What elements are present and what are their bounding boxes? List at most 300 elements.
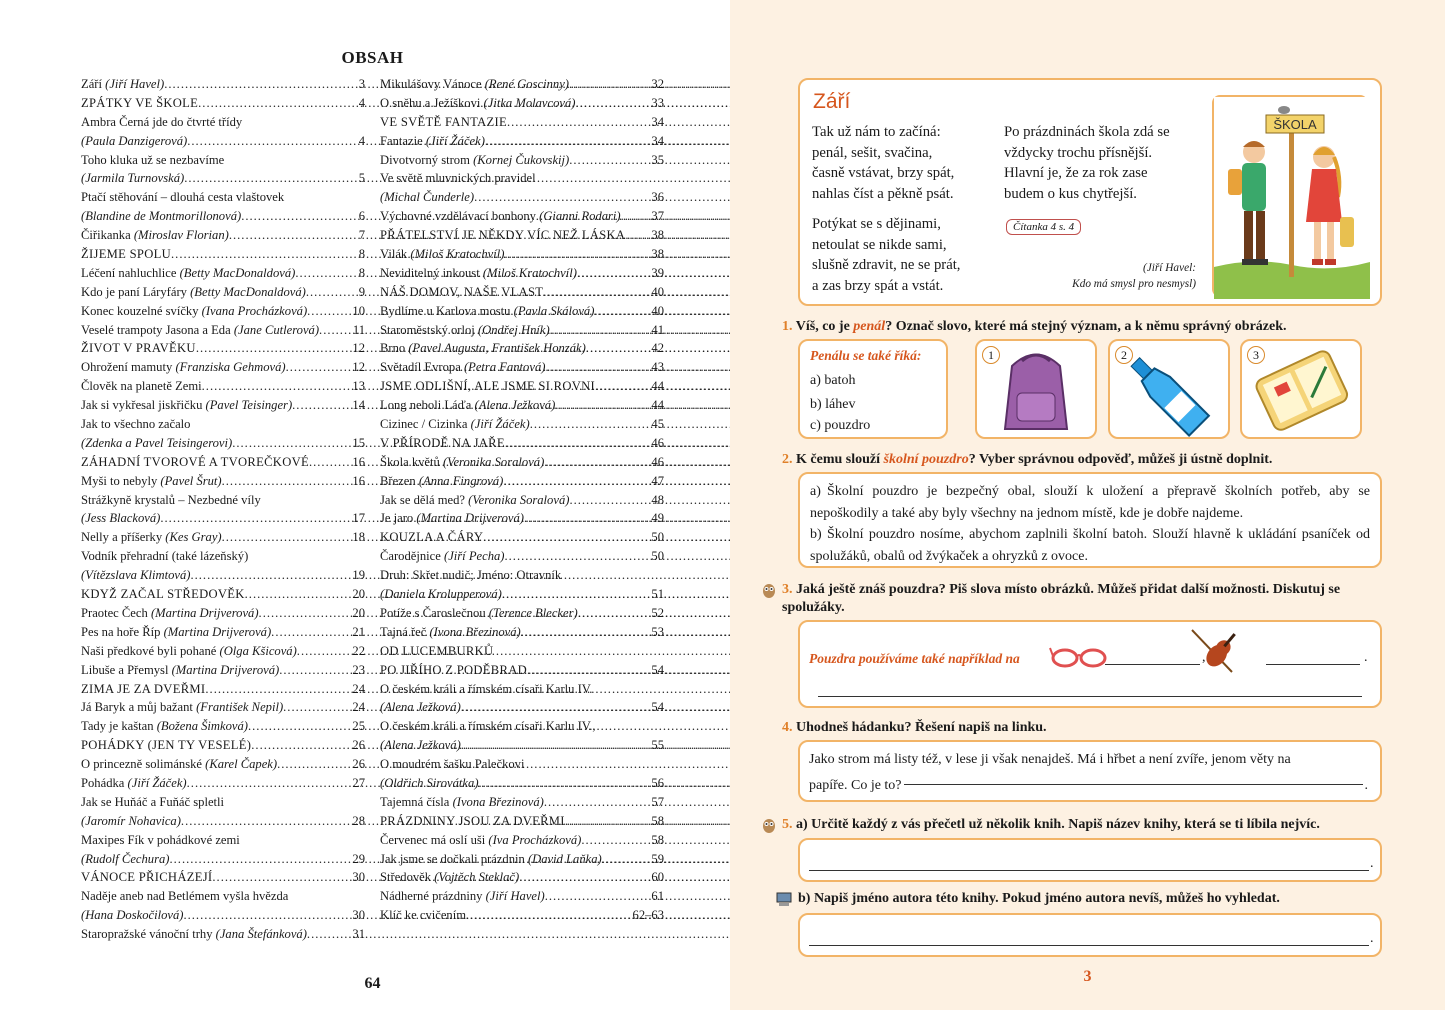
toc-title-text: O českém králi a římském císaři Karlu IV., <box>380 719 596 734</box>
toc-leader-dots <box>241 207 358 226</box>
toc-leader-dots <box>527 661 650 680</box>
question-text: b) Napiš jméno autora této knihy. Pokud jméno autora nevíš, můžeš ho vyhledat. <box>798 891 1280 906</box>
toc-entry-title <box>81 207 241 226</box>
toc-page-number: 48 <box>651 492 664 507</box>
toc-section-heading <box>380 113 664 132</box>
toc-entry-title <box>81 472 222 491</box>
toc-title-text: NÁŠ DOMOV, NAŠE VLAST <box>380 284 544 299</box>
toc-page-number: 31 <box>352 927 365 942</box>
toc-leader-dots <box>160 509 351 528</box>
toc-leader-dots <box>279 661 351 680</box>
toc-entry-title <box>380 661 527 680</box>
toc-entry-title <box>81 850 170 869</box>
picture-3-pencil-case[interactable] <box>1240 339 1362 439</box>
toc-entry <box>81 169 365 188</box>
option-b[interactable]: b) láhev <box>810 397 856 412</box>
toc-leader-dots <box>569 151 650 170</box>
toc-entry-title <box>81 887 288 906</box>
toc-entry <box>380 831 664 850</box>
toc-leader-dots <box>576 94 651 113</box>
q3-prompt: Pouzdra používáme také například na <box>809 651 1020 666</box>
toc-leader-dots <box>578 604 651 623</box>
toc-title-text: O moudrém šašku Palečkovi <box>380 757 525 772</box>
toc-title-text: Fantazie <box>380 133 426 148</box>
toc-entry-title <box>380 188 474 207</box>
toc-entry-title <box>380 793 544 812</box>
toc-title-text: Čiřikanka <box>81 228 134 243</box>
toc-page-number: 54 <box>651 662 664 677</box>
toc-entry-title <box>380 377 595 396</box>
toc-page-number: 15 <box>352 435 365 450</box>
toc-entry-title <box>81 528 222 547</box>
toc-title-text: O českém králi a římském císaři Karlu IV. <box>380 681 593 696</box>
toc-entry <box>380 321 664 340</box>
toc-page-number: 52 <box>651 605 664 620</box>
answer-key: b) <box>810 527 822 542</box>
toc-page-number: 50 <box>651 530 664 545</box>
toc-author: (Ivona Březinová) <box>452 794 544 809</box>
toc-entry <box>380 264 664 283</box>
toc-author: (Zdenka a Pavel Teisingerovi) <box>81 435 233 450</box>
answer-b[interactable] <box>810 524 1370 567</box>
toc-entry <box>81 415 365 434</box>
toc-leader-dots <box>519 868 650 887</box>
toc-entry-title <box>81 698 283 717</box>
option-c[interactable]: c) pouzdro <box>810 418 871 433</box>
toc-author: (Oldřich Sirovátka) <box>380 775 479 790</box>
toc-entry-title <box>380 868 519 887</box>
poem-stanza-3 <box>1004 122 1209 204</box>
toc-entry-title <box>380 491 569 510</box>
page-number-left: 64 <box>364 975 381 992</box>
intro-title: Září <box>813 90 851 113</box>
toc-entry <box>81 642 365 661</box>
toc-entry <box>380 302 664 321</box>
toc-page-number: 12 <box>352 341 365 356</box>
toc-author: (Martina Drijverová) <box>150 605 259 620</box>
toc-leader-dots <box>466 906 631 925</box>
toc-entry-title <box>81 434 232 453</box>
toc-page-number: 44 <box>651 398 664 413</box>
toc-title-text: ZPÁTKY VE ŠKOLE <box>81 95 199 110</box>
toc-entry <box>380 717 664 736</box>
toc-author: (Martina Drijverová) <box>171 662 280 677</box>
toc-author: (Betty MacDonaldová) <box>179 265 296 280</box>
toc-entry-title <box>380 509 524 528</box>
toc-entry-title <box>380 850 602 869</box>
toc-title-text: PŘÁTELSTVÍ JE NĚKDY VÍC NEŽ LÁSKA <box>380 228 626 243</box>
toc-page-number: 55 <box>651 738 664 753</box>
toc-section-heading <box>81 680 365 699</box>
toc-page-number: 38 <box>651 247 664 262</box>
toc-entry <box>81 302 365 321</box>
toc-author: (Jiří Havel) <box>105 77 165 91</box>
poem-line: a zas brzy spát a vstát. <box>812 277 944 294</box>
toc-title-text: Nelly a příšerky <box>81 530 166 545</box>
poem-credit <box>1072 260 1196 292</box>
toc-entry <box>380 774 664 793</box>
toc-title-text: VÁNOCE PŘICHÁZEJÍ <box>81 870 213 885</box>
question-number: 5. <box>782 817 793 832</box>
picture-1-backpack[interactable] <box>975 339 1097 439</box>
toc-page-number: 54 <box>651 700 664 715</box>
toc-leader-dots <box>544 793 651 812</box>
toc-entry-title <box>81 415 190 434</box>
toc-leader-dots <box>543 283 650 302</box>
toc-title-text: Klíč ke cvičením <box>380 908 467 923</box>
toc-page-number: 61 <box>651 889 664 904</box>
answer-line[interactable] <box>809 945 1369 946</box>
toc-title-text: Pes na hoře Říp <box>81 624 164 639</box>
toc-author: (Ivana Procházková) <box>201 303 308 318</box>
toc-page-number: 40 <box>651 284 664 299</box>
toc-entry <box>81 661 365 680</box>
toc-leader-dots <box>474 188 650 207</box>
toc-leader-dots <box>184 169 358 188</box>
highlight-word: školní pouzdro <box>883 452 969 467</box>
toc-title-text: Tady je kaštan <box>81 719 157 734</box>
toc-entry-title <box>81 94 198 113</box>
toc-entry-title <box>380 528 483 547</box>
toc-page-number: 44 <box>651 379 664 394</box>
toc-entry <box>81 264 365 283</box>
answer-text: Školní pouzdro nosíme, abychom zaplnili školní batoh. Slouží hlavně k ukládání psaníček od spolužáků, obalů od žvýkaček a ohryzků z ovoce. <box>810 527 1370 564</box>
toc-entry-title <box>81 245 171 264</box>
toc-title-text: Středověk <box>380 870 435 885</box>
toc-leader-dots <box>602 850 651 869</box>
violin-icon <box>1188 626 1248 676</box>
answer-line[interactable] <box>1266 664 1360 665</box>
toc-page-number: 27 <box>352 775 365 790</box>
poem-line: Po prázdninách škola zdá se <box>1004 124 1170 140</box>
toc-entry-title <box>81 585 245 604</box>
toc-leader-dots <box>164 75 357 94</box>
toc-leader-dots <box>504 245 650 264</box>
toc-title-text: Cizinec / Cizinka <box>380 417 471 432</box>
toc-entry <box>81 188 365 207</box>
toc-author: (René Goscinny) <box>484 77 569 91</box>
toc-entry-title <box>81 509 160 528</box>
toc-entry-title <box>81 793 224 812</box>
toc-author: (Rudolf Čechura) <box>81 851 170 866</box>
toc-entry <box>81 151 365 170</box>
comma: , <box>1202 650 1206 665</box>
toc-leader-dots <box>222 528 352 547</box>
toc-page-number: 38 <box>651 228 664 243</box>
toc-entry <box>380 472 664 491</box>
toc-leader-dots <box>307 302 351 321</box>
owl-icon <box>762 583 776 598</box>
poem-line: Tak už nám to začíná: <box>812 124 941 140</box>
picture-2-bottle[interactable] <box>1108 339 1230 439</box>
toc-leader-dots <box>292 396 351 415</box>
toc-leader-dots <box>196 339 352 358</box>
toc-entry-title <box>81 377 202 396</box>
toc-leader-dots <box>319 321 352 340</box>
toc-leader-dots <box>555 396 650 415</box>
toc-entry <box>81 75 365 94</box>
toc-page-number: 34 <box>651 133 664 148</box>
toc-page-number: 14 <box>352 398 365 413</box>
options-heading: Penálu se také říká: <box>810 348 922 363</box>
toc-leader-dots <box>283 698 351 717</box>
toc-entry-title <box>81 831 240 850</box>
toc-title-text: Čarodějnice <box>380 549 444 564</box>
toc-title-text: Ambra Černá jde do čtvrté třídy <box>81 114 243 129</box>
toc-leader-dots <box>505 547 651 566</box>
toc-leader-dots <box>295 264 357 283</box>
toc-author: (Jiří Žáček) <box>470 417 530 432</box>
q2-answers-box <box>798 472 1382 568</box>
toc-title-text: Brno <box>380 341 409 356</box>
toc-leader-dots <box>507 113 650 132</box>
toc-title-text: Long neboli Láďa <box>380 398 475 413</box>
toc-entry <box>81 132 365 151</box>
toc-leader-dots <box>307 925 351 944</box>
toc-page-number: 28 <box>352 813 365 828</box>
toc-leader-dots <box>581 831 650 850</box>
toc-section-heading <box>81 94 365 113</box>
answer-line[interactable] <box>1105 664 1200 665</box>
right-page <box>730 0 1445 1010</box>
answer-line[interactable] <box>904 784 1363 785</box>
toc-entry <box>81 377 365 396</box>
toc-leader-dots <box>621 207 651 226</box>
option-a[interactable]: a) batoh <box>810 373 856 388</box>
toc-section-heading <box>380 812 664 831</box>
toc-leader-dots <box>251 736 351 755</box>
toc-title-text: V PŘÍRODĚ NA JAŘE <box>380 435 505 450</box>
toc-title-text: O sněhu a Ježíškovi <box>380 95 484 110</box>
q4-riddle-box <box>798 740 1382 802</box>
poem-line: Hlavní je, že za rok zase <box>1004 165 1148 181</box>
toc-entry <box>380 698 664 717</box>
toc-leader-dots <box>187 774 352 793</box>
toc-author: (Kes Gray) <box>165 530 222 545</box>
toc-section-heading <box>380 661 664 680</box>
toc-entry-title <box>81 188 284 207</box>
owl-icon <box>762 818 776 833</box>
toc-title-text: Jak se dělá med? <box>380 492 469 507</box>
toc-entry-title <box>81 717 248 736</box>
toc-entry <box>81 925 365 944</box>
toc-title-text: KOUZLA A ČÁRY <box>380 530 484 545</box>
toc-leader-dots <box>183 906 351 925</box>
toc-leader-dots <box>171 245 358 264</box>
toc-page-number: 42 <box>651 341 664 356</box>
credit-book: Kdo má smysl pro nesmysl) <box>1072 278 1196 290</box>
toc-page-number: 18 <box>352 530 365 545</box>
toc-leader-dots <box>485 132 650 151</box>
toc-page-number: 29 <box>352 851 365 866</box>
toc-leader-dots <box>222 472 352 491</box>
toc-entry <box>380 736 664 755</box>
toc-entry <box>380 566 664 585</box>
toc-page-number: 24 <box>352 681 365 696</box>
toc-section-heading <box>380 434 664 453</box>
toc-section-heading <box>81 585 365 604</box>
toc-entry <box>81 547 365 566</box>
toc-entry <box>380 491 664 510</box>
toc-title-text: Veselé trampoty Jasona a Eda <box>81 322 234 337</box>
toc-entry <box>380 132 664 151</box>
toc-page-number: 41 <box>651 322 664 337</box>
answer-line[interactable] <box>809 870 1369 871</box>
toc-entry <box>380 547 664 566</box>
toc-page-number: 46 <box>651 435 664 450</box>
q1-options-box <box>798 339 948 439</box>
toc-author: (Jiří Žáček) <box>425 133 485 148</box>
toc-title-text: Je jaro <box>380 511 417 526</box>
toc-entry-title <box>380 453 544 472</box>
answer-line[interactable] <box>818 696 1362 697</box>
toc-page-number: 46 <box>651 454 664 469</box>
toc-author: (Alena Ježková) <box>380 738 461 753</box>
toc-entry-title <box>380 623 521 642</box>
toc-author: (Veronika Soralová) <box>442 454 545 469</box>
toc-title-text: Nádherné prázdniny <box>380 889 486 904</box>
toc-title-text: Březen <box>380 473 419 488</box>
toc-entry-title <box>81 925 307 944</box>
toc-leader-dots <box>524 509 650 528</box>
toc-entry-title <box>81 623 271 642</box>
question-number: 2. <box>782 452 793 467</box>
toc-entry-title <box>81 339 196 358</box>
toc-page-number: 62–63 <box>632 908 664 923</box>
toc-author: (František Nepil) <box>196 700 284 715</box>
toc-leader-dots <box>521 623 651 642</box>
toc-title-text: Jak se Huňáč a Fuňáč spletli <box>81 794 225 809</box>
toc-page-number: 39 <box>651 265 664 280</box>
toc-title-text: Tajemná čísla <box>380 794 453 809</box>
toc-leader-dots <box>505 434 651 453</box>
toc-entry-title <box>81 321 319 340</box>
q3-answer-box <box>798 620 1382 708</box>
toc-author: (Jana Štefánková) <box>215 927 307 942</box>
toc-entry-title <box>380 887 545 906</box>
riddle <box>809 747 1368 799</box>
toc-page-number: 35 <box>651 152 664 167</box>
toc-author: (Terence Blecker) <box>488 605 578 620</box>
toc-author: (Jiří Žáček) <box>127 775 187 790</box>
toc-entry-title <box>380 415 530 434</box>
toc-page-number: 49 <box>651 511 664 526</box>
question-1 <box>782 318 1287 336</box>
toc-page-number: 26 <box>352 738 365 753</box>
toc-title-text: Bydlíme u Karlova mostu <box>380 303 514 318</box>
answer-a[interactable] <box>810 481 1370 524</box>
toc-entry-title <box>81 113 242 132</box>
toc-entry-title <box>380 906 466 925</box>
toc-title-text: ŽIJEME SPOLU <box>81 247 172 262</box>
toc-column-2 <box>380 75 664 925</box>
toc-entry-title <box>81 396 292 415</box>
toc-title-text: JSME ODLIŠNÍ, ALE JSME SI ROVNI <box>380 379 596 394</box>
toc-page-number: 6 <box>358 209 365 224</box>
toc-title-text: Červenec má oslí uši <box>380 832 489 847</box>
toc-author: (Martina Drijverová) <box>416 511 524 526</box>
toc-entry <box>380 906 664 925</box>
toc-title-text: POHÁDKY (JEN TY VESELÉ) <box>81 738 252 753</box>
toc-entry-title <box>380 207 621 226</box>
toc-page-number: 5 <box>358 171 365 186</box>
question-text: Víš, co je <box>792 319 854 334</box>
toc-leader-dots <box>625 226 650 245</box>
toc-entry-title <box>81 604 259 623</box>
toc-page-number: 4 <box>358 133 365 148</box>
toc-title-text: Léčení nahluchlice <box>81 265 180 280</box>
toc-leader-dots <box>190 566 351 585</box>
toc-entry-title <box>380 812 565 831</box>
toc-entry-title <box>380 283 543 302</box>
toc-author: (Blandine de Montmorillonová) <box>81 209 242 224</box>
toc-leader-dots <box>229 226 358 245</box>
toc-entry-title <box>81 812 181 831</box>
poem-line: nahlas číst a pěkně psát. <box>812 185 954 202</box>
toc-page-number: 56 <box>651 775 664 790</box>
question-3 <box>782 581 1392 617</box>
toc-title-text: ZÁHADNÍ TVOROVÉ A TVOREČKOVÉ <box>81 454 309 469</box>
poem-line: penál, sešit, svačina, <box>812 144 933 161</box>
question-text: Uhodneš hádanku? Řešení napiš na linku. <box>792 720 1047 735</box>
toc-page-number: 12 <box>352 360 365 375</box>
toc-entry <box>380 396 664 415</box>
toc-entry <box>81 566 365 585</box>
toc-title-text: Potíže s Čaroslečnou <box>380 605 489 620</box>
toc-leader-dots <box>530 415 651 434</box>
toc-entry-title <box>380 94 576 113</box>
toc-leader-dots <box>212 868 351 887</box>
toc-leader-dots <box>245 585 352 604</box>
toc-entry <box>81 812 365 831</box>
poem-line: budem o kus chytřejší. <box>1004 185 1137 202</box>
toc-entry <box>81 396 365 415</box>
toc-entry-title <box>81 642 297 661</box>
toc-entry <box>380 207 664 226</box>
toc-author: (Jitka Molavcová) <box>483 95 576 110</box>
toc-author: (Petra Fantová) <box>463 360 546 375</box>
toc-entry <box>81 831 365 850</box>
toc-entry-title <box>380 396 555 415</box>
toc-entry <box>380 850 664 869</box>
toc-leader-dots <box>461 736 651 755</box>
toc-title-text: Kdo je paní Láryfáry <box>81 284 191 299</box>
toc-title-text: Druh: Skřet nudič; Jméno: Otravník <box>380 568 562 583</box>
toc-entry-title <box>81 264 295 283</box>
toc-entry <box>380 887 664 906</box>
toc-entry <box>81 698 365 717</box>
toc-entry-title <box>380 774 479 793</box>
glasses-icon <box>1050 640 1110 670</box>
period: . <box>1370 931 1374 946</box>
toc-leader-dots <box>271 623 351 642</box>
toc-page-number: 20 <box>352 587 365 602</box>
toc-entry-title <box>380 302 594 321</box>
toc-author: (Hana Doskočilová) <box>81 908 184 923</box>
toc-leader-dots <box>306 283 358 302</box>
toc-section-heading <box>380 528 664 547</box>
toc-entry <box>380 94 664 113</box>
toc-entry-title <box>380 755 524 774</box>
toc-title-text: ZIMA JE ZA DVEŘMI <box>81 681 206 696</box>
toc-title-text: Maxipes Fík v pohádkové zemi <box>81 832 240 847</box>
question-text: Jaká ještě znáš pouzdra? Piš slova místo obrázků. Můžeš přidat další možnosti. Diskutuj se spolužáky. <box>782 582 1341 615</box>
toc-author: (Alena Ježková) <box>474 398 556 413</box>
toc-entry-title <box>81 453 309 472</box>
toc-entry-title <box>380 680 592 699</box>
toc-author: (Franziska Gehmová) <box>175 360 286 375</box>
toc-entry-title <box>380 358 545 377</box>
